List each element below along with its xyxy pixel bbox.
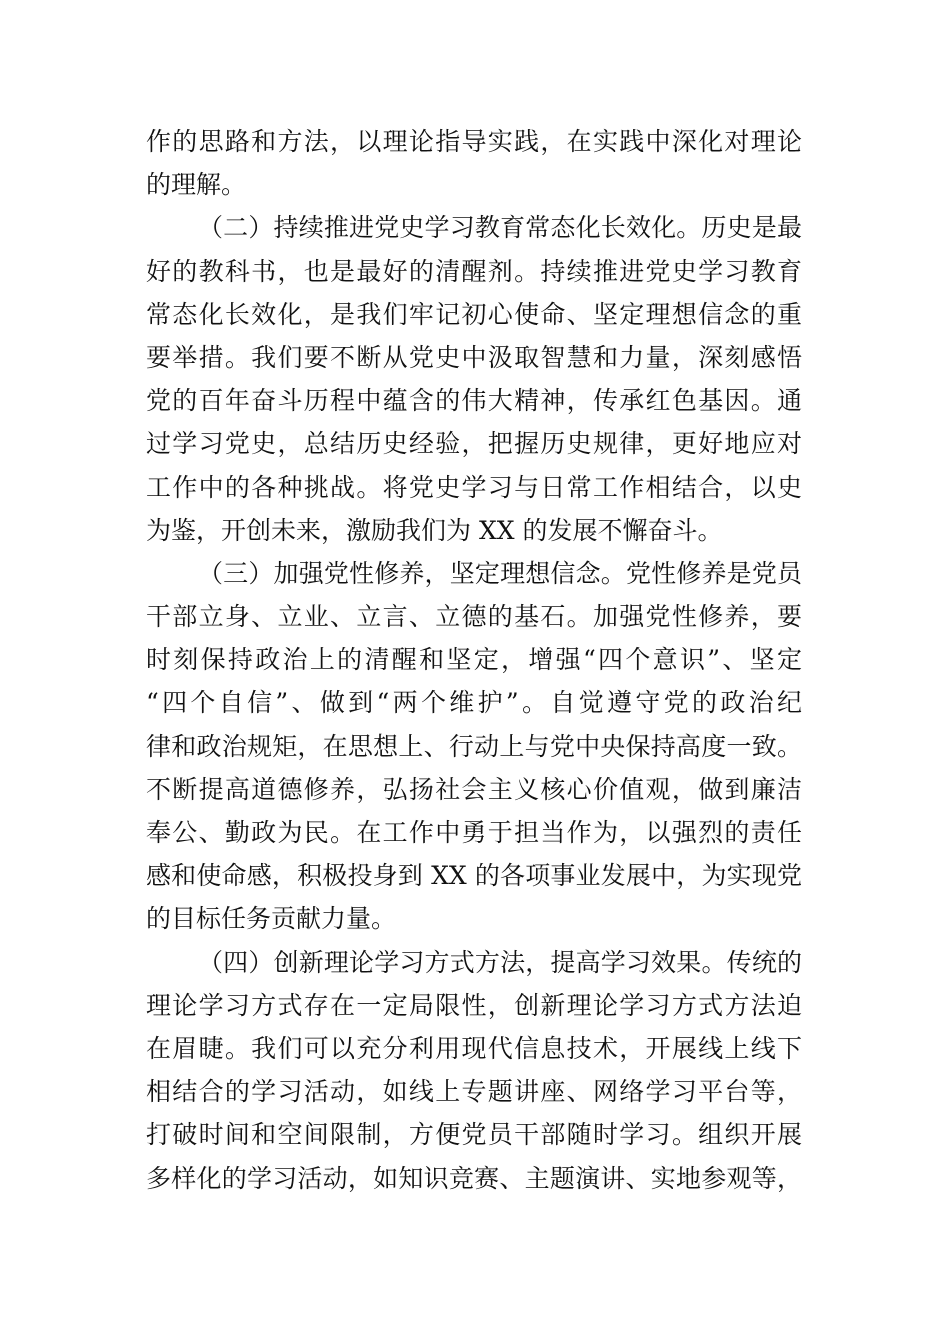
paragraph-intro-continued: [146, 120, 802, 206]
text-line: 感和使命感，积极投身到 XX 的各项事业发展中，为实现党: [146, 861, 802, 891]
text-line: 的目标任务贡献力量。: [146, 904, 397, 934]
text-line: 理论学习方式存在一定局限性，创新理论学习方式方法迫: [146, 990, 802, 1020]
text-line: （二）持续推进党史学习教育常态化长效化。历史是最: [198, 213, 802, 243]
text-line: 过学习党史，总结历史经验，把握历史规律，更好地应对: [146, 429, 802, 459]
document-page: [146, 120, 802, 1200]
text-line: 好的教科书，也是最好的清醒剂。持续推进党史学习教育: [146, 256, 802, 286]
paragraph-section-2: [146, 206, 802, 552]
text-line: 要举措。我们要不断从党史中汲取智慧和力量，深刻感悟: [146, 342, 802, 372]
text-line: 多样化的学习活动，如知识竞赛、主题演讲、实地参观等，: [146, 1163, 802, 1193]
text-line: 不断提高道德修养，弘扬社会主义核心价值观，做到廉洁: [146, 774, 802, 804]
text-line: 党的百年奋斗历程中蕴含的伟大精神，传承红色基因。通: [146, 386, 802, 416]
text-line: （四）创新理论学习方式方法，提高学习效果。传统的: [198, 947, 802, 977]
text-line: “四个自信”、做到“两个维护”。自觉遵守党的政治纪: [146, 688, 802, 718]
text-line: 打破时间和空间限制，方便党员干部随时学习。组织开展: [146, 1120, 802, 1150]
text-line: 律和政治规矩，在思想上、行动上与党中央保持高度一致。: [146, 731, 802, 761]
paragraph-section-3: [146, 552, 802, 941]
text-line: 工作中的各种挑战。将党史学习与日常工作相结合，以史: [146, 472, 802, 502]
text-line: 常态化长效化，是我们牢记初心使命、坚定理想信念的重: [146, 299, 802, 329]
text-line: 在眉睫。我们可以充分利用现代信息技术，开展线上线下: [146, 1033, 802, 1063]
text-line: 的理解。: [146, 170, 247, 200]
paragraph-section-4: [146, 941, 802, 1200]
text-line: 干部立身、立业、立言、立德的基石。加强党性修养，要: [146, 602, 802, 632]
text-line: 相结合的学习活动，如线上专题讲座、网络学习平台等，: [146, 1077, 802, 1107]
text-line: （三）加强党性修养，坚定理想信念。党性修养是党员: [198, 558, 802, 588]
text-line: 作的思路和方法，以理论指导实践，在实践中深化对理论: [146, 127, 802, 156]
text-line: 时刻保持政治上的清醒和坚定，增强“四个意识”、坚定: [146, 645, 802, 675]
text-line: 奉公、勤政为民。在工作中勇于担当作为，以强烈的责任: [146, 818, 802, 847]
text-line: 为鉴，开创未来，激励我们为 XX 的发展不懈奋斗。: [146, 515, 723, 545]
